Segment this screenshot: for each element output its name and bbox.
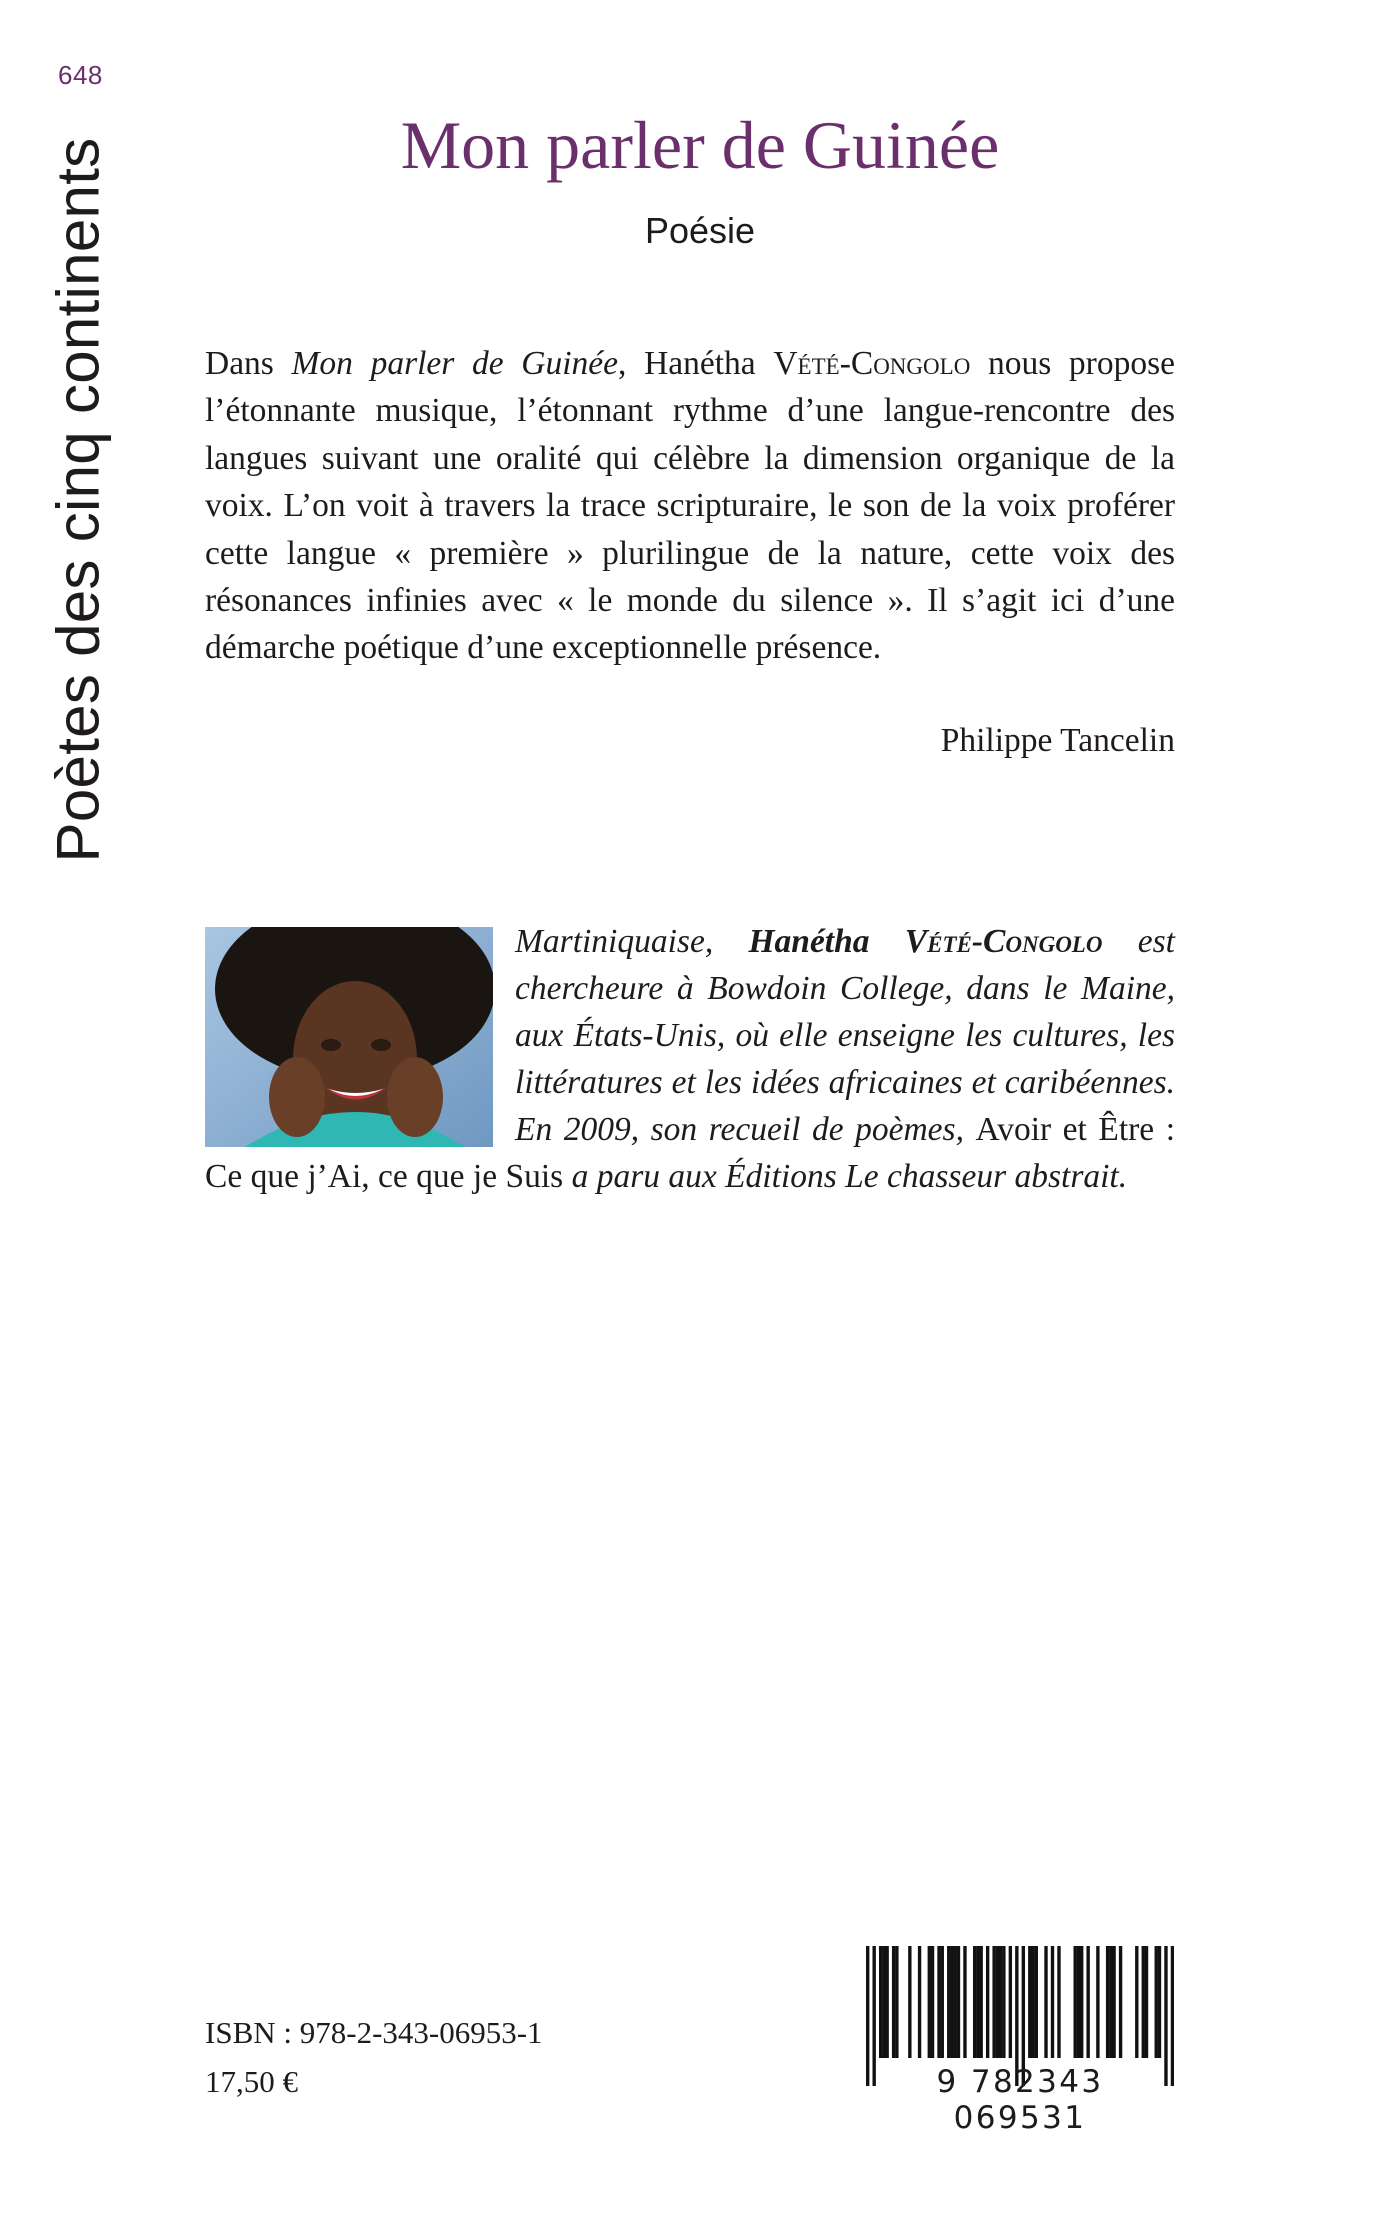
barcode-bar [941,1946,944,2058]
barcode-bar [950,1946,953,2058]
bio-text-2: a paru aux Éditions Le chasseur abstrait. [563,1158,1128,1195]
barcode-bar [963,1946,966,2058]
barcode-bar [1073,1946,1076,2058]
barcode-bar [996,1946,999,2058]
barcode-bar [1158,1946,1161,2058]
book-title: Mon parler de Guinée [400,107,1000,183]
barcode-bar [1096,1946,1099,2058]
series-number: 648 [58,60,103,90]
barcode-bar [928,1946,931,2058]
blurb-author-last: Vété-Congolo [773,345,971,382]
barcode-bar [1077,1946,1080,2058]
barcode-bar [999,1946,1002,2058]
barcode-bar [895,1946,898,2058]
barcode-bar [918,1946,921,2058]
barcode-bar [947,1946,950,2058]
barcode-bar [1119,1946,1122,2058]
barcode-bar [986,1946,989,2058]
barcode-bar [1142,1946,1145,2058]
barcode-bar [979,1946,982,2058]
series-name: Poètes des cinq continents [44,137,112,863]
barcode-bar [1009,1946,1012,2058]
barcode-bar [1109,1946,1112,2058]
barcode-bar [1057,1946,1060,2058]
barcode-bar [1035,1946,1038,2058]
barcode-bar [1112,1946,1115,2058]
barcode-bar [1031,1946,1034,2058]
blurb-paragraph [205,340,1175,672]
book-genre: Poésie [644,210,756,251]
barcode-bar [1044,1946,1047,2058]
barcode-bar [1106,1946,1109,2058]
bio-origin: Martiniquaise, [515,923,749,960]
bio-author-first: Hanétha [748,923,905,960]
barcode-bar [1145,1946,1148,2058]
blurb-intro: Dans [205,345,292,382]
barcode-bar [1080,1946,1083,2058]
barcode-bar [892,1946,895,2058]
barcode-bar [992,1946,995,2058]
bio-text-1: est chercheure à Bowdoin College, dans le Maine, aux États-Unis, où elle enseigne les cultures, les littératures et les idées africaines et caribéennes. En 2009, son recueil de poèmes, [515,923,1175,1148]
blurb-author-first: , Hanétha [618,345,774,382]
barcode-digits: 9 782343 069531 [936,2064,1104,2136]
bio-collection-title: Avoir et Être : Ce que j’Ai, ce que je Suis [205,1111,1175,1195]
barcode-bar [882,1946,885,2058]
barcode-bar [1135,1946,1138,2058]
barcode-bar [1086,1946,1089,2058]
barcode-bar [1155,1946,1158,2058]
blurb-signature: Philippe Tancelin [940,722,1175,759]
barcode-bar [937,1946,940,2058]
price: 17,50 € [205,2064,298,2099]
bio-author-last: Vété-Congolo [904,923,1103,960]
barcode-bar [879,1946,882,2058]
barcode-bar [957,1946,960,2058]
barcode-bar [976,1946,979,2058]
barcode-bar [973,1946,976,2058]
barcode-bar [885,1946,888,2058]
blurb-book-title: Mon parler de Guinée [291,345,619,382]
barcode-bar [1028,1946,1031,2058]
barcode-bar [931,1946,934,2058]
barcode-bar [954,1946,957,2058]
blurb-text: nous propose l’étonnante musique, l’étonnant rythme d’une langue-rencontre des langues suivant une oralité qui célèbre la dimension organique de la voix. L’on voit à travers la trace scripturaire, le son de la voix proférer cette langue « première » plurilingue de la nature, cette voix des résonances infinies avec « le monde du silence ». Il s’agit ici d’une démarche poétique d’une exceptionnelle présence. [205,345,1175,667]
barcode-bar [908,1946,911,2058]
isbn: ISBN : 978-2-343-06953-1 [205,2015,543,2050]
barcode-bar [1051,1946,1054,2058]
author-bio [205,918,1175,1200]
barcode-bar [1002,1946,1005,2058]
